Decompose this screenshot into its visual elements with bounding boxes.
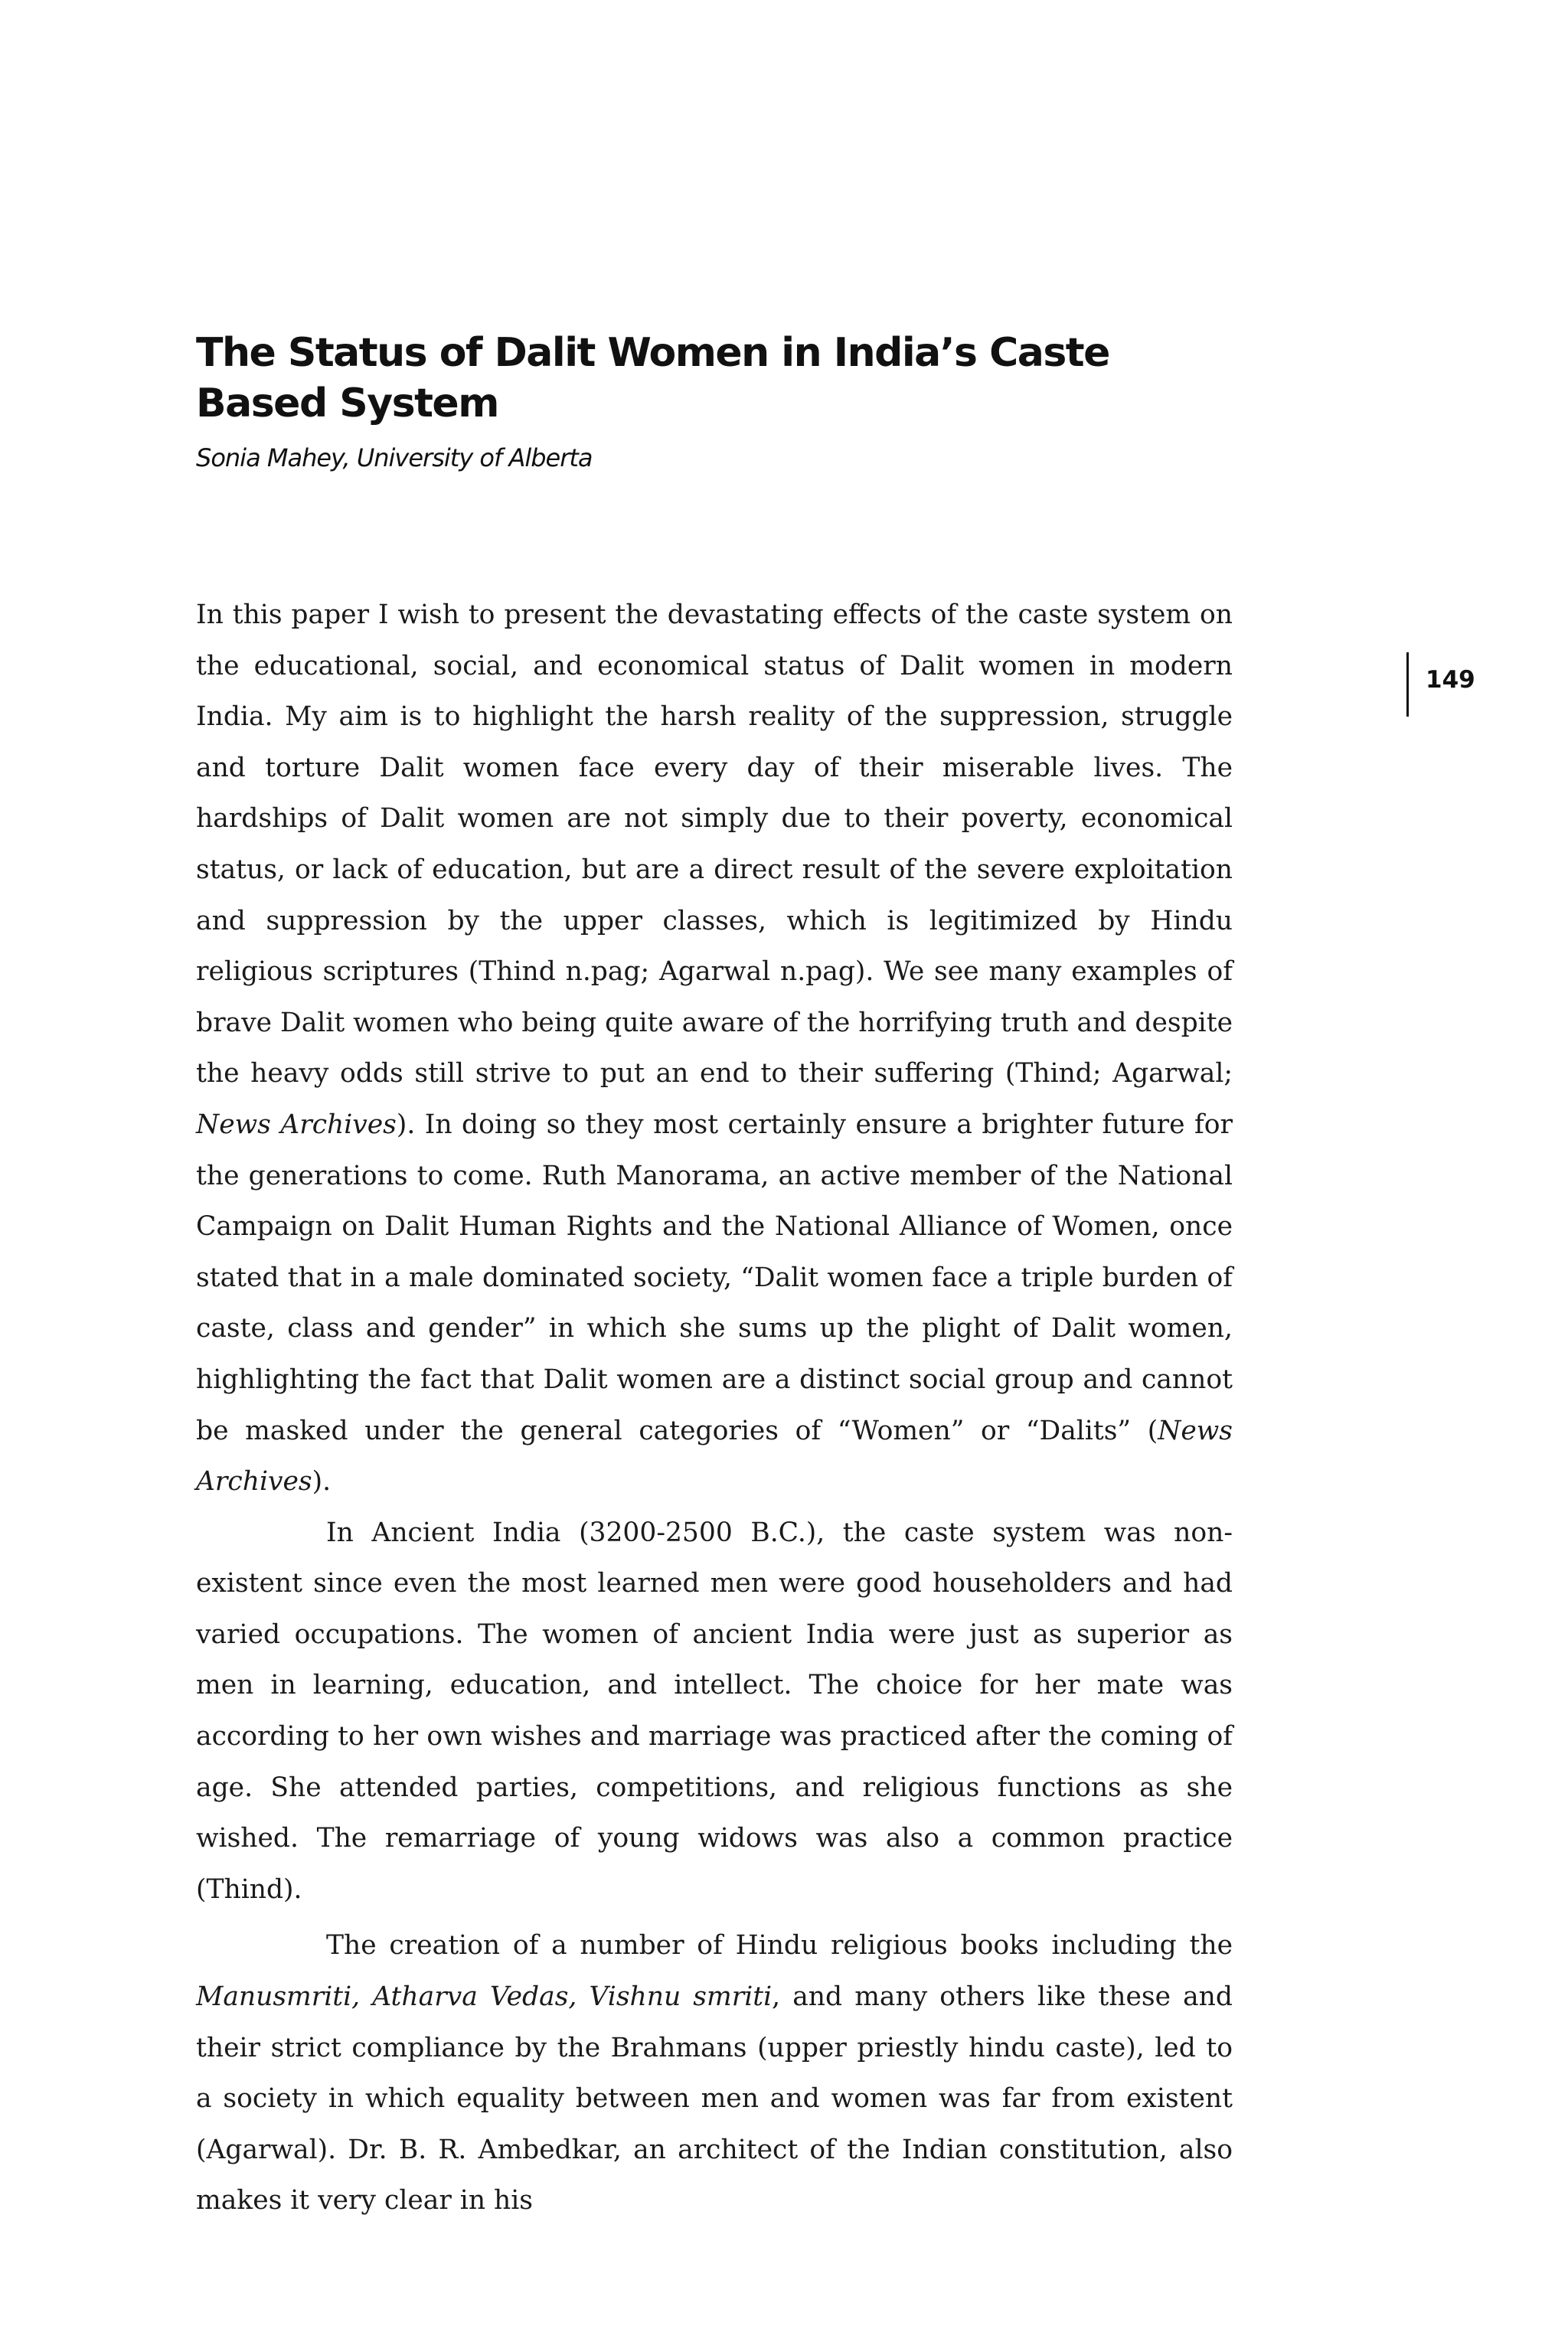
citation-news-archives-2: News Archives xyxy=(196,1415,1233,1498)
paragraph-1-text-c: ). In doing so they most certainly ensure a brighter future for the generations to come. Ruth Manorama, an active member of the National Campaign on Dalit Human Rights and the National Alliance of Women, once stated that in a male dominated society, “Dalit women face a triple burden of caste, class and gender” in which she sums up the plight of Dalit women, highlighting the fact that Dalit women are a distinct social group and cannot be masked under the general categories of “Women” or “Dalits” ( xyxy=(196,1109,1233,1446)
article-body xyxy=(196,590,1233,2226)
paragraph-1 xyxy=(196,590,1233,1508)
article-title: The Status of Dalit Women in India’s Caste Based System xyxy=(196,330,1109,426)
scripture-titles: Manusmriti, Atharva Vedas, Vishnu smriti xyxy=(196,1981,773,2013)
paragraph-1-text-a: In this paper I wish to present the devastating effects of the caste system on the educational, social, and economical status of Dalit women in modern India. My aim is to highlight the harsh reality of the suppression, struggle and torture Dalit women face every day of their miserable lives. The hardships of Dalit women are not simply due to their poverty, economical status, or lack of education, but are a direct result of the severe exploitation and suppression by the upper classes, which is legitimized by Hindu religious scriptures (Thind n.pag; Agarwal n.pag). We see many examples of brave Dalit women who being quite aware of the horrifying truth and despite the heavy odds still strive to put an end to their suffering (Thind; Agarwal; xyxy=(196,599,1233,1089)
paragraph-3-text-a: The creation of a number of Hindu religious books including the xyxy=(326,1930,1233,1962)
paragraph-3 xyxy=(196,1920,1233,2226)
page-number-marker xyxy=(1406,652,1475,717)
article-author: Sonia Mahey, University of Alberta xyxy=(196,443,593,472)
paragraph-2: In Ancient India (3200-2500 B.C.), the caste system was non-existent since even the most learned men were good householders and had varied occupations. The women of ancient India were just as superior as men in learning, education, and intellect. The choice for her mate was according to her own wishes and marriage was practiced after the coming of age. She attended parties, competitions, and religious functions as she wished. The remarriage of young widows was also a common practice (Thind). xyxy=(196,1517,1233,1905)
page-number: 149 xyxy=(1426,666,1475,694)
citation-news-archives: News Archives xyxy=(196,1109,397,1140)
paragraph-1-text-e: ). xyxy=(312,1466,332,1498)
paragraph-3-text-c: , and many others like these and their strict compliance by the Brahmans (upper priestly hindu caste), led to a society in which equality between men and women was far from existent (Agarwal). Dr. B. R. Ambedkar, an architect of the Indian constitution, also makes it very clear in his xyxy=(196,1981,1233,2216)
